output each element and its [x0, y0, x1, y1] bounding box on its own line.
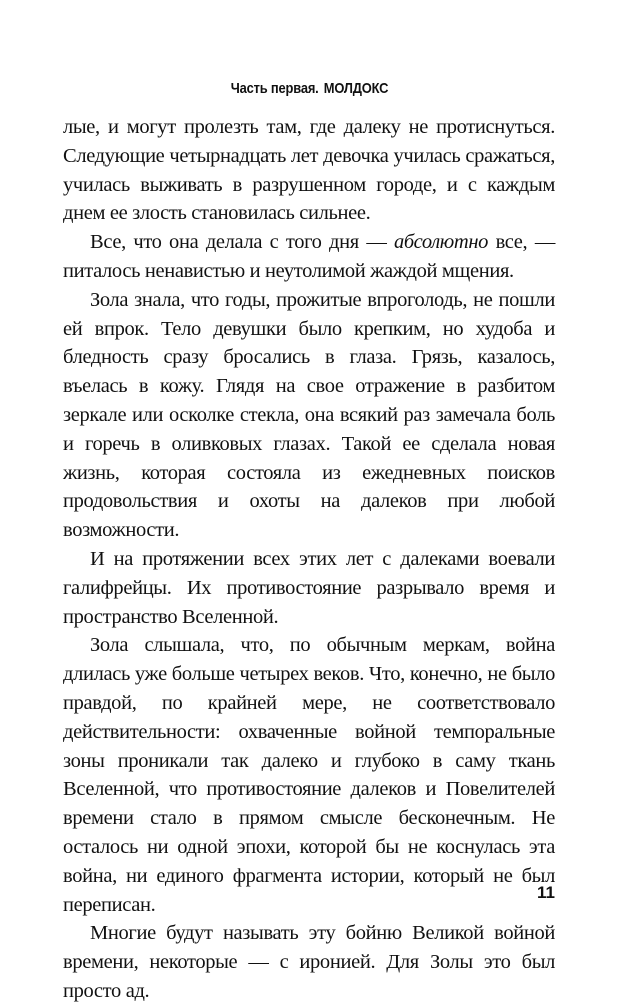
- paragraph: Многие будут называть эту бойню Великой войной времени, некоторые — с иронией. Для Золы это был просто ад.: [63, 922, 555, 1002]
- paragraph-text: Все, что она делала с того дня —: [90, 231, 394, 254]
- chapter-title: МОЛДОКС: [323, 80, 389, 97]
- running-head: [43, 80, 575, 97]
- body-text: [63, 113, 555, 1006]
- paragraph: лые, и могут пролезть там, где далеку не протиснуться. Следующие четырнадцать лет девочка училась сражаться, училась выживать в разрушенном городе, и с каждым днем ее злость становилась сильнее.: [63, 116, 555, 225]
- paragraph: И на протяжении всех этих лет с далеками воевали галифрейцы. Их противостояние разрывало время и пространство Вселенной.: [63, 547, 555, 628]
- paragraph: [63, 228, 555, 286]
- paragraph-text: все, — питалось ненавистью и неутолимой жаждой мщения.: [63, 231, 555, 282]
- paragraph: Зола знала, что годы, прожитые впроголодь, не пошли ей впрок. Тело девушки было крепким, но худоба и бледность сразу бросались в глаза. Грязь, казалось, въелась в кожу. Глядя на свое отражение в разбитом зеркале или осколке стекла, она всякий раз замечала боль и горечь в оливковых глазах. Такой ее сделала новая жизнь, которая состояла из ежедневных поисков продовольствия и охоты на далеков при любой возможности.: [63, 288, 555, 542]
- page-number: 11: [537, 883, 555, 902]
- paragraph: Зола слышала, что, по обычным меркам, война длилась уже больше четырех веков. Что, конечно, не было правдой, по крайней мере, не соответствовало действительности: охваченные войной темпоральные зоны проникали так далеко и глубоко в саму ткань Вселенной, что противостояние далеков и Повелителей времени стало в прямом смысле бесконечным. Не осталось ни одной эпохи, которой бы не коснулась эта война, ни единого фрагмента истории, который не был переписан.: [63, 634, 555, 916]
- part-label: Часть первая.: [230, 80, 319, 97]
- emphasized-word: абсолютно: [394, 231, 489, 254]
